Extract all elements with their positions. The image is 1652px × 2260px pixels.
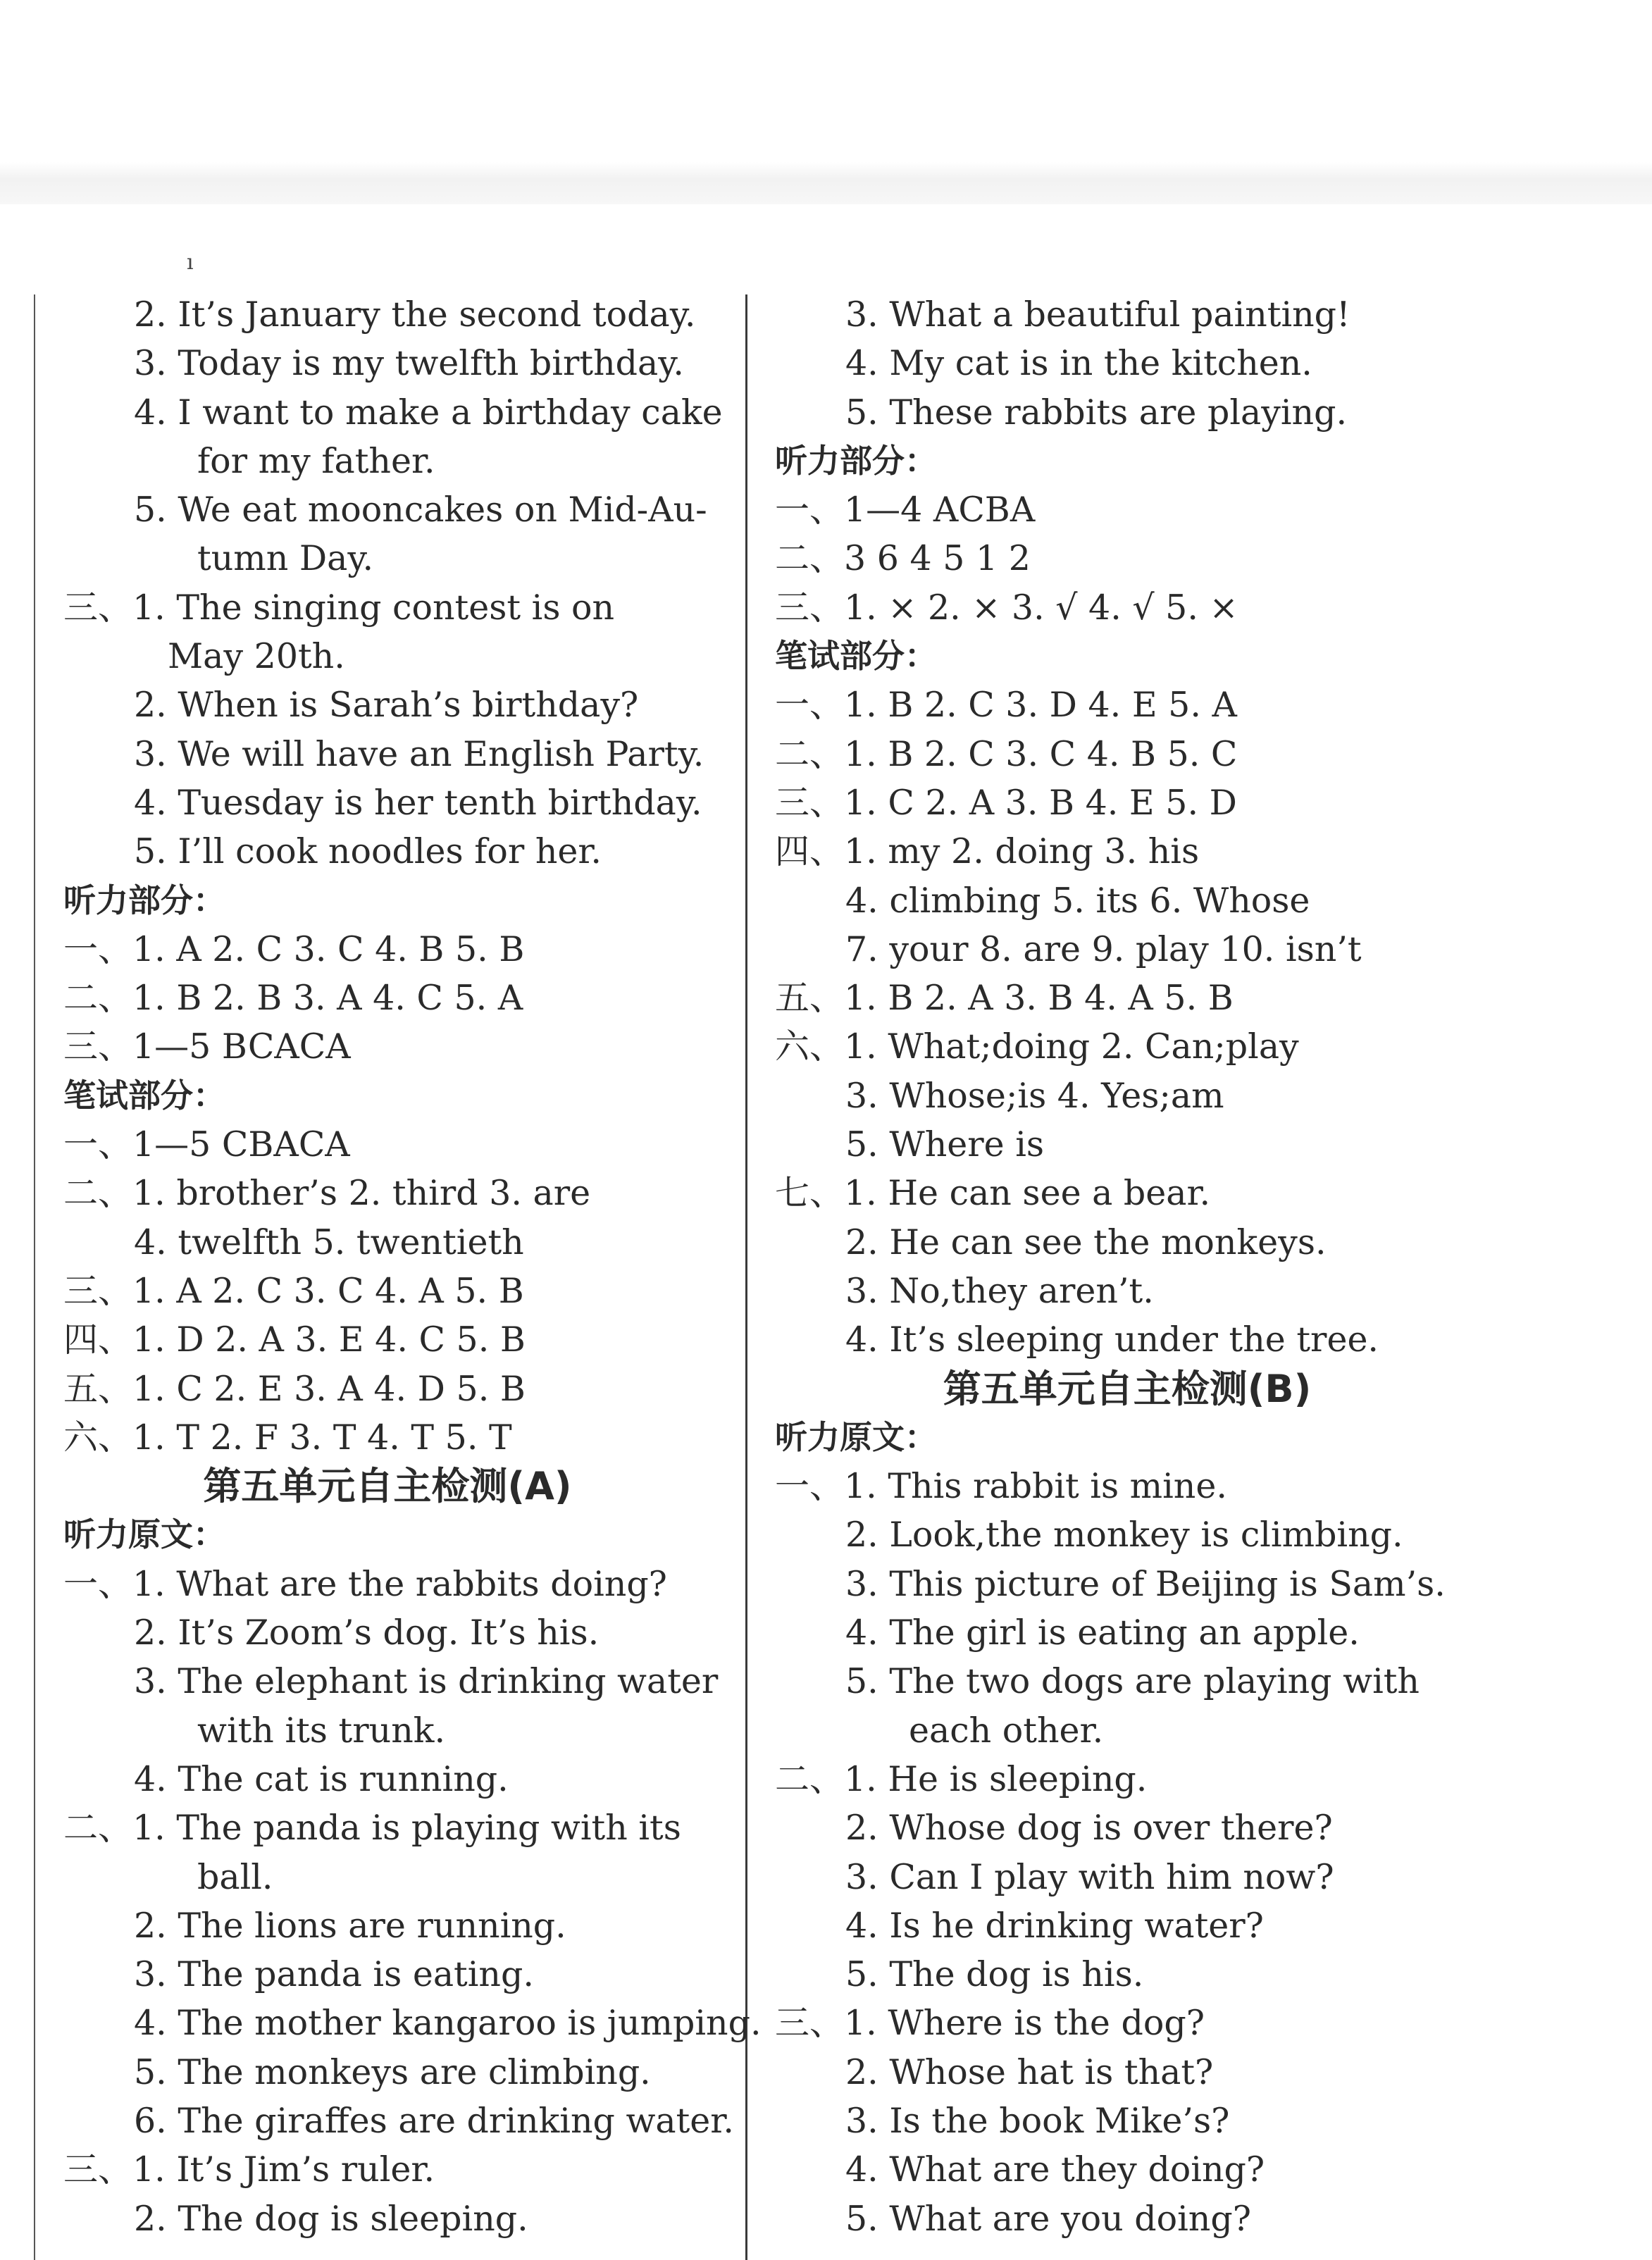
- answer-line: 5. What are you doing?: [845, 2198, 1251, 2239]
- scan-shade: [0, 162, 1652, 204]
- answer-line: 4. The mother kangaroo is jumping.: [134, 2003, 762, 2044]
- answer-line: 5. The dog is his.: [845, 1954, 1144, 1995]
- answer-line: 5. I’ll cook noodles for her.: [134, 831, 602, 872]
- answer-line: 一、1—5 CBACA: [63, 1124, 350, 1165]
- section-heading: 听力部分：: [775, 441, 937, 480]
- answer-line: 四、1. D 2. A 3. E 4. C 5. B: [63, 1320, 526, 1360]
- answer-line: 5. The two dogs are playing with: [845, 1661, 1420, 1702]
- answer-line: 5. These rabbits are playing.: [845, 392, 1348, 433]
- answer-line: 2. The lions are running.: [134, 1905, 566, 1946]
- answer-line: 4. twelfth 5. twentieth: [134, 1222, 524, 1262]
- answer-line: 一、1—4 ACBA: [775, 490, 1036, 530]
- answer-line: each other.: [909, 1710, 1104, 1751]
- answer-line: 4. climbing 5. its 6. Whose: [845, 880, 1310, 921]
- answer-line: 4. I want to make a birthday cake: [134, 392, 723, 433]
- answer-line: for my father.: [197, 440, 435, 481]
- answer-line: 三、1. Where is the dog?: [775, 2003, 1205, 2044]
- answer-line: 2. Look,the monkey is climbing.: [845, 1515, 1403, 1556]
- answer-line: 5. The monkeys are climbing.: [134, 2051, 651, 2092]
- section-heading: 听力原文：: [63, 1515, 225, 1554]
- answer-line: 一、1. B 2. C 3. D 4. E 5. A: [775, 685, 1237, 726]
- answer-line: 三、1. The singing contest is on: [63, 587, 615, 628]
- unit-title: 第五单元自主检测(A): [203, 1464, 572, 1509]
- answer-line: 3. This picture of Beijing is Sam’s.: [845, 1563, 1446, 1604]
- answer-line: 3. The panda is eating.: [134, 1954, 534, 1995]
- answer-line: 五、1. B 2. A 3. B 4. A 5. B: [775, 978, 1234, 1019]
- stray-mark: ı: [187, 250, 194, 275]
- answer-line: 4. Tuesday is her tenth birthday.: [134, 782, 702, 823]
- answer-line: 三、1. × 2. × 3. √ 4. √ 5. ×: [775, 587, 1238, 628]
- answer-line: tumn Day.: [197, 538, 374, 579]
- answer-line: ball.: [197, 1856, 273, 1897]
- answer-line: May 20th.: [168, 636, 345, 677]
- answer-line: 2. Whose dog is over there?: [845, 1808, 1333, 1849]
- answer-line: 5. We eat mooncakes on Mid-Au-: [134, 490, 707, 530]
- answer-line: 3. The elephant is drinking water: [134, 1661, 719, 1702]
- answer-line: 三、1—5 BCACA: [63, 1026, 351, 1067]
- unit-title: 第五单元自主检测(B): [943, 1366, 1312, 1411]
- section-heading: 笔试部分：: [63, 1076, 225, 1115]
- answer-line: 三、1. C 2. A 3. B 4. E 5. D: [775, 782, 1237, 823]
- answer-line: 一、1. A 2. C 3. C 4. B 5. B: [63, 929, 525, 969]
- answer-line: 3. We will have an English Party.: [134, 733, 704, 774]
- answer-line: 三、1. It’s Jim’s ruler.: [63, 2149, 435, 2190]
- answer-line: 2. It’s January the second today.: [134, 294, 696, 335]
- answer-line: 3. Is the book Mike’s?: [845, 2100, 1230, 2141]
- answer-line: 2. It’s Zoom’s dog. It’s his.: [134, 1613, 600, 1653]
- answer-line: 四、1. my 2. doing 3. his: [775, 831, 1200, 872]
- answer-line: 一、1. What are the rabbits doing?: [63, 1563, 667, 1604]
- answer-line: 3. What a beautiful painting!: [845, 294, 1350, 335]
- answer-line: 3. No,they aren’t.: [845, 1270, 1154, 1311]
- section-heading: 听力部分：: [63, 881, 225, 919]
- answer-line: 3. Can I play with him now?: [845, 1856, 1334, 1897]
- answer-line: 2. Whose hat is that?: [845, 2051, 1214, 2092]
- answer-line: 二、1. He is sleeping.: [775, 1758, 1148, 1799]
- answer-line: 三、1. A 2. C 3. C 4. A 5. B: [63, 1270, 524, 1311]
- answer-line: 5. Where is: [845, 1124, 1045, 1165]
- answer-line: 五、1. C 2. E 3. A 4. D 5. B: [63, 1368, 526, 1409]
- answer-line: 一、1. This rabbit is mine.: [775, 1466, 1227, 1507]
- answer-line: 2. He can see the monkeys.: [845, 1222, 1327, 1262]
- answer-line: 2. When is Sarah’s birthday?: [134, 685, 639, 726]
- answer-line: 4. The cat is running.: [134, 1758, 509, 1799]
- answer-line: 七、1. He can see a bear.: [775, 1173, 1211, 1214]
- answer-line: 4. My cat is in the kitchen.: [845, 343, 1312, 384]
- right-column: [775, 290, 1479, 2243]
- answer-line: with its trunk.: [197, 1710, 446, 1751]
- answer-line: 6. The giraffes are drinking water.: [134, 2100, 734, 2141]
- left-column: [63, 290, 762, 2243]
- answer-line: 4. Is he drinking water?: [845, 1905, 1264, 1946]
- answer-line: 六、1. T 2. F 3. T 4. T 5. T: [63, 1417, 512, 1458]
- left-margin-rule: [34, 294, 35, 2260]
- answer-line: 3. Whose;is 4. Yes;am: [845, 1075, 1224, 1116]
- answer-line: 六、1. What;doing 2. Can;play: [775, 1026, 1299, 1067]
- section-heading: 笔试部分：: [775, 637, 937, 676]
- answer-line: 二、1. The panda is playing with its: [63, 1808, 681, 1849]
- answer-line: 二、1. B 2. C 3. C 4. B 5. C: [775, 733, 1238, 774]
- answer-line: 7. your 8. are 9. play 10. isn’t: [845, 929, 1362, 969]
- answer-line: 4. It’s sleeping under the tree.: [845, 1320, 1379, 1360]
- answer-line: 二、3 6 4 5 1 2: [775, 538, 1031, 579]
- answer-line: 二、1. brother’s 2. third 3. are: [63, 1173, 591, 1214]
- answer-line: 2. The dog is sleeping.: [134, 2198, 528, 2239]
- answer-line: 4. The girl is eating an apple.: [845, 1613, 1360, 1653]
- section-heading: 听力原文：: [775, 1417, 937, 1456]
- answer-line: 二、1. B 2. B 3. A 4. C 5. A: [63, 978, 523, 1019]
- answer-line: 4. What are they doing?: [845, 2149, 1265, 2190]
- column-divider: [745, 294, 747, 2260]
- answer-line: 3. Today is my twelfth birthday.: [134, 343, 684, 384]
